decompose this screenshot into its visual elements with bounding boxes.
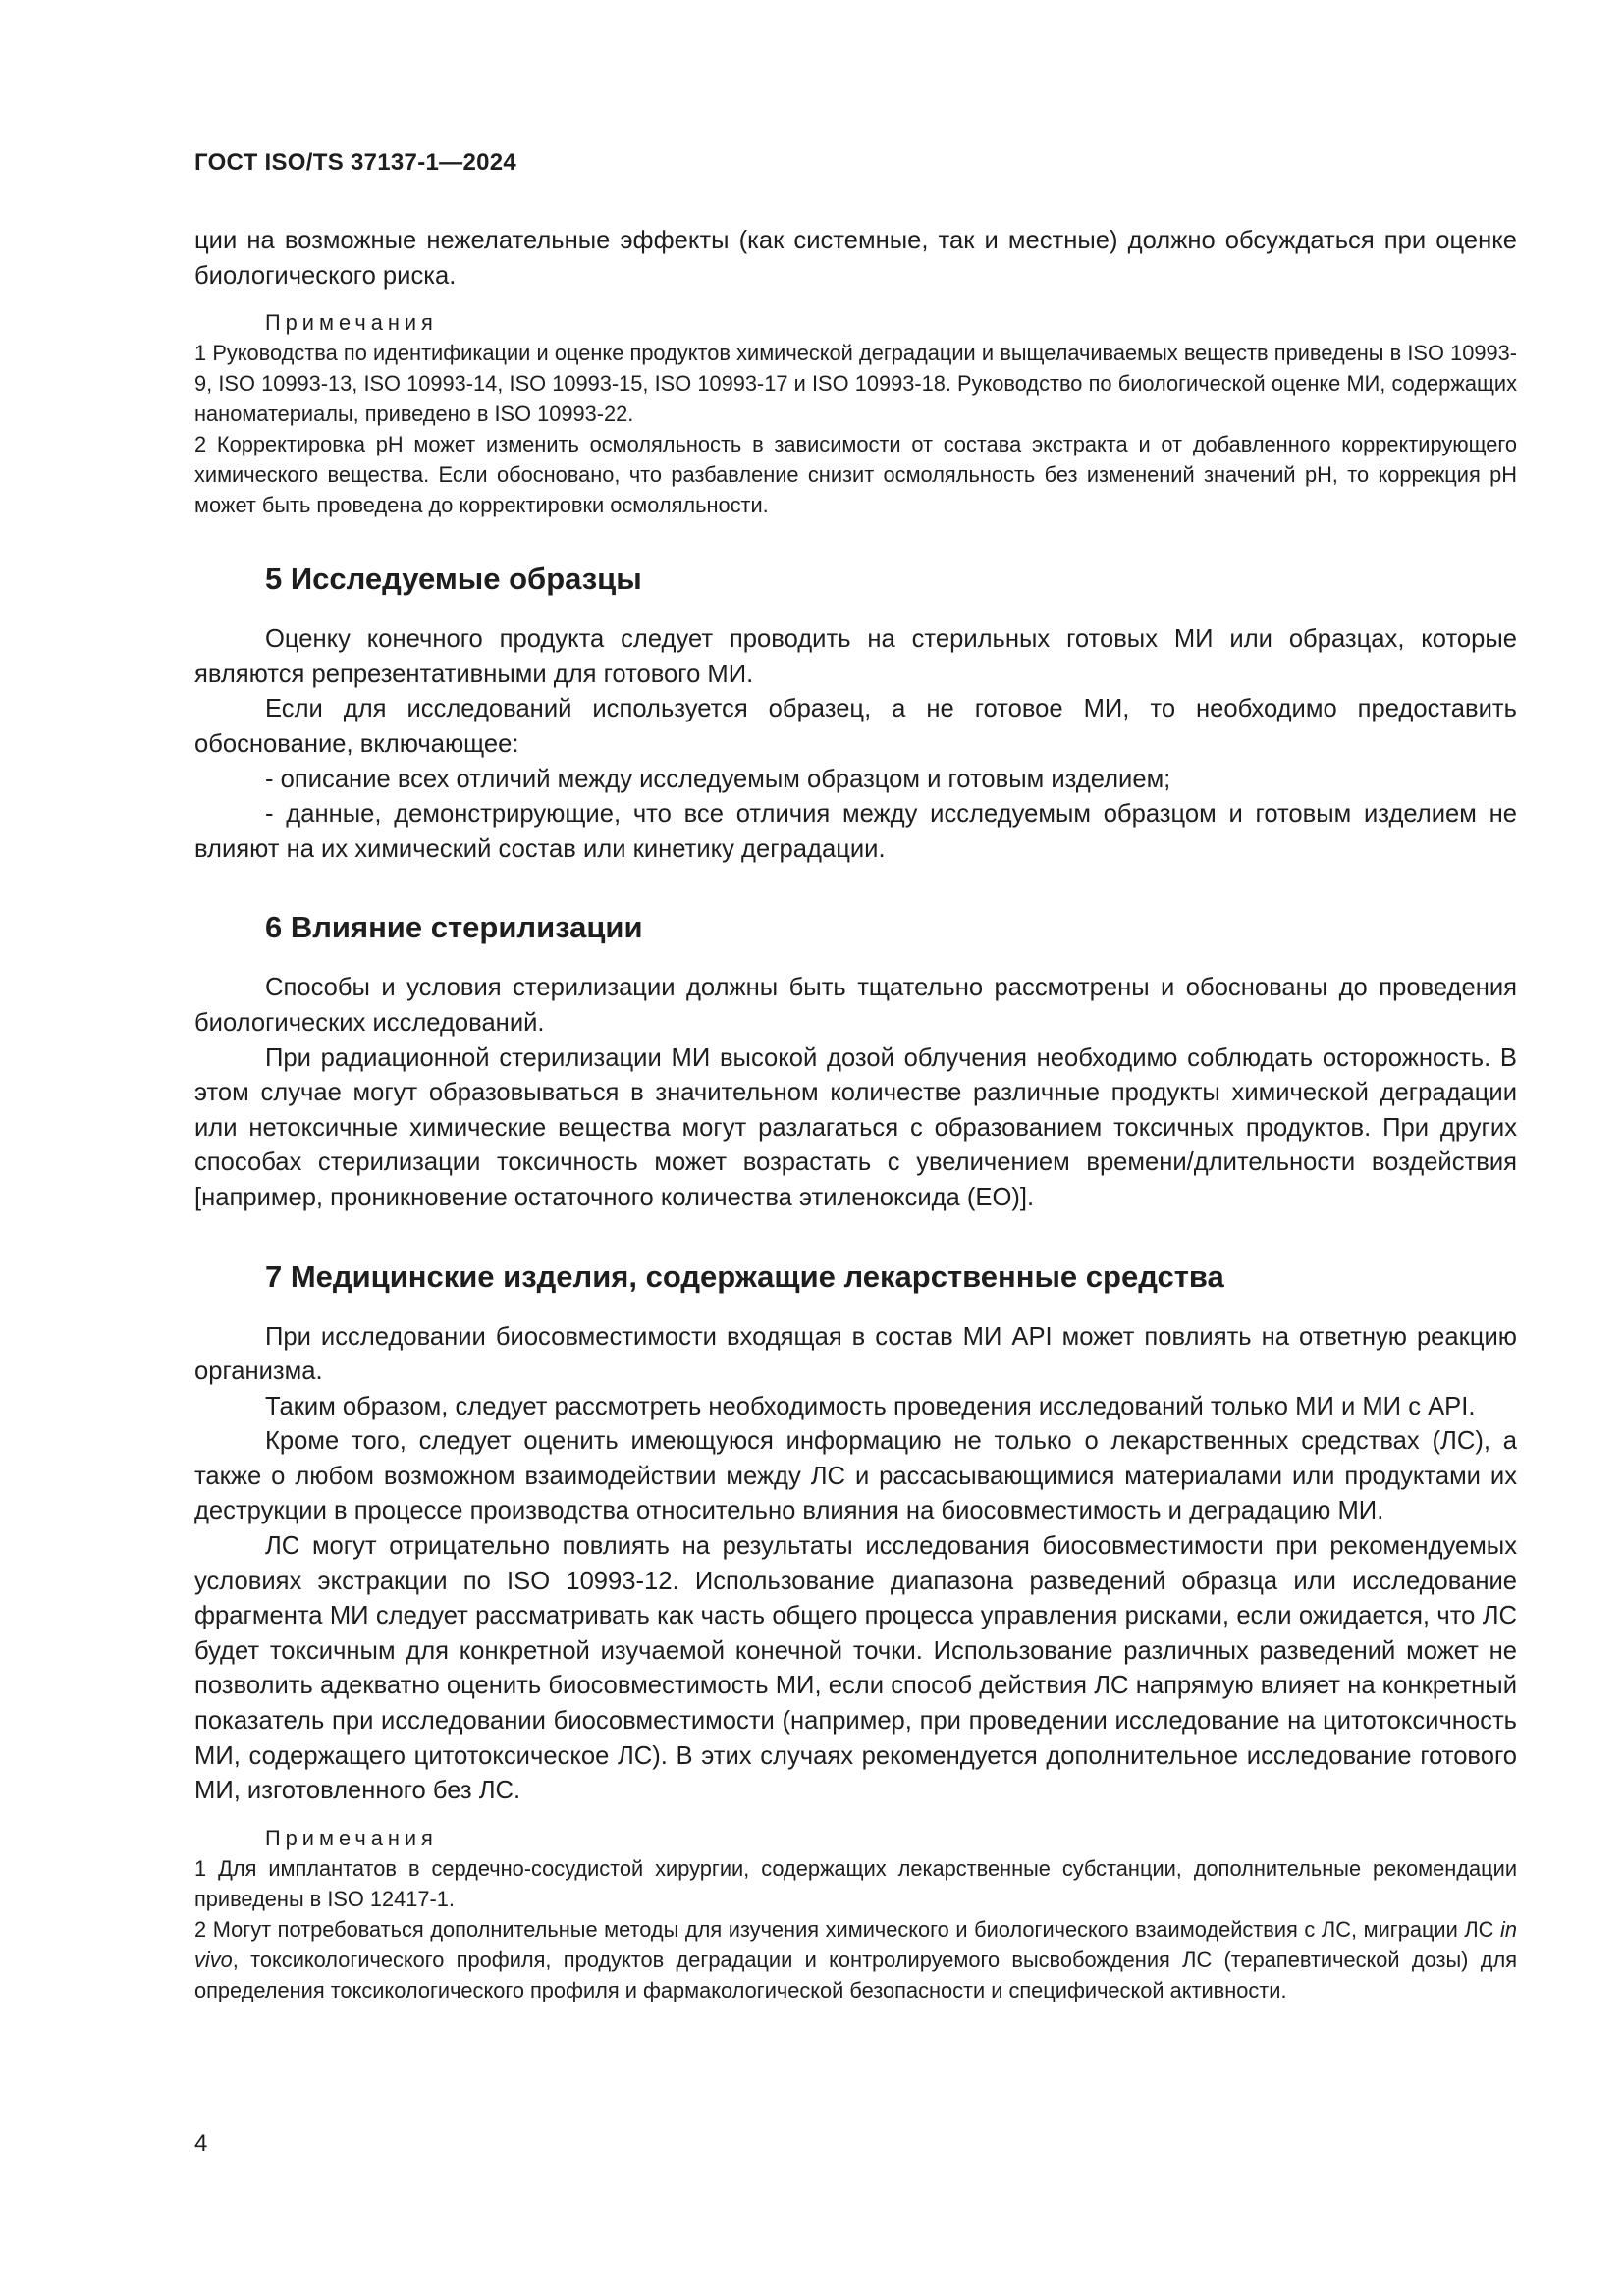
page-content <box>194 224 1517 2005</box>
section-7-paragraph-4: ЛС могут отрицательно повлиять на результаты исследования биосовместимости при рекомендуемых условиях экстракции по ISO 10993-12. Использование диапазона разведений образца или исследование фрагмента МИ следует рассматривать как часть общего процесса управления рисками, если ожидается, что ЛС будет токсичным для конкретной изучаемой конечной точки. Использование различных разведений может не позволить адекватно оценить биосовместимость МИ, если способ действия ЛС напрямую влияет на конкретный показатель при исследовании биосовместимости (например, при проведении исследование на цитотоксичность МИ, содержащего цитотоксическое ЛС). В этих случаях рекомендуется дополнительное исследование готового МИ, изготовленного без ЛС. <box>194 1532 1517 1805</box>
note-2-italic: in vivo <box>194 1916 1517 1972</box>
section-7-paragraph-1: При исследовании биосовместимости входящая в состав МИ API может повлиять на ответную реакцию организма. <box>194 1322 1517 1386</box>
section-5-title: 5 Исследуемые образцы <box>265 561 642 597</box>
section-7-paragraph-3: Кроме того, следует оценить имеющуюся информацию не только о лекарственных средствах (ЛС), а также о любом возможном взаимодействии между ЛС и рассасывающимися материалами или продуктами их деструкции в процессе производства относительно влияния на биосовместимость и деградацию МИ. <box>194 1427 1517 1525</box>
section-6-paragraph-2: При радиационной стерилизации МИ высокой дозой облучения необходимо соблюдать осторожность. В этом случае могут образовываться в значительном количестве различные продукты химической деградации или нетоксичные химические вещества могут разлагаться с образованием токсичных продуктов. При других способах стерилизации токсичность может возрастать с увеличением времени/длительности воздействия [например, проникновение остаточного количества этиленоксида (EO)]. <box>194 1043 1517 1211</box>
note-1: 1 Руководства по идентификации и оценке продуктов химической деградации и выщелачиваемых веществ приведены в ISO 10993-9, ISO 10993-13, ISO 10993-14, ISO 10993-15, ISO 10993-17 и ISO 10993-18. Руководство по биологической оценке МИ, содержащих наноматериалы, приведено в ISO 10993-22. <box>194 341 1517 427</box>
document-header: ГОСТ ISO/TS 37137-1—2024 <box>194 149 517 176</box>
note-2 <box>194 1914 1517 2005</box>
notes-title: Примечания <box>265 1825 438 1850</box>
section-6-paragraph-1: Способы и условия стерилизации должны быть тщательно рассмотрены и обоснованы до проведения биологических исследований. <box>194 974 1517 1037</box>
section-5-list-item-1: - описание всех отличий между исследуемым образцом и готовым изделием; <box>265 765 1171 793</box>
notes-block-section-7 <box>194 1823 1517 2005</box>
continuation-paragraph: ции на возможные нежелательные эффекты (как системные, так и местные) должно обсуждаться при оценке биологического риска. <box>194 227 1517 290</box>
section-6-title: 6 Влияние стерилизации <box>265 910 643 945</box>
section-5-list-item-2: - данные, демонстрирующие, что все отличия между исследуемым образцом и готовым изделием не влияют на их химический состав или кинетику деградации. <box>194 800 1517 863</box>
section-5-paragraph-2: Если для исследований используется образец, а не готовое МИ, то необходимо предоставить обоснование, включающее: <box>194 695 1517 758</box>
note-2: 2 Корректировка pH может изменить осмоляльность в зависимости от состава экстракта и от добавленного корректирующего химического вещества. Если обосновано, что разбавление снизит осмоляльность без изменений значений pH, то коррекция pH может быть проведена до корректировки осмоляльности. <box>194 432 1517 518</box>
note-1: 1 Для имплантатов в сердечно-сосудистой хирургии, содержащих лекарственные субстанции, дополнительные рекомендации приведены в ISO 12417-1. <box>194 1855 1517 1911</box>
note-2-part-b: , токсикологического профиля, продуктов деградации и контролируемого высвобождения ЛС (терапевтической дозы) для определения токсикологического профиля и фармакологической безопасности и специфической активности. <box>194 1947 1517 2002</box>
page-number: 4 <box>194 2130 208 2157</box>
notes-title: Примечания <box>265 310 438 336</box>
section-5-paragraph-1: Оценку конечного продукта следует проводить на стерильных готовых МИ или образцах, которые являются репрезентативными для готового МИ. <box>194 625 1517 688</box>
notes-block-intro <box>194 307 1517 520</box>
note-2-part-a: 2 Могут потребоваться дополнительные методы для изучения химического и биологического взаимодействия с ЛС, миграции ЛС <box>194 1916 1501 1942</box>
section-7-paragraph-2: Таким образом, следует рассмотреть необходимость проведения исследований только МИ и МИ с API. <box>265 1392 1476 1420</box>
section-7-title: 7 Медицинские изделия, содержащие лекарственные средства <box>265 1258 1224 1294</box>
